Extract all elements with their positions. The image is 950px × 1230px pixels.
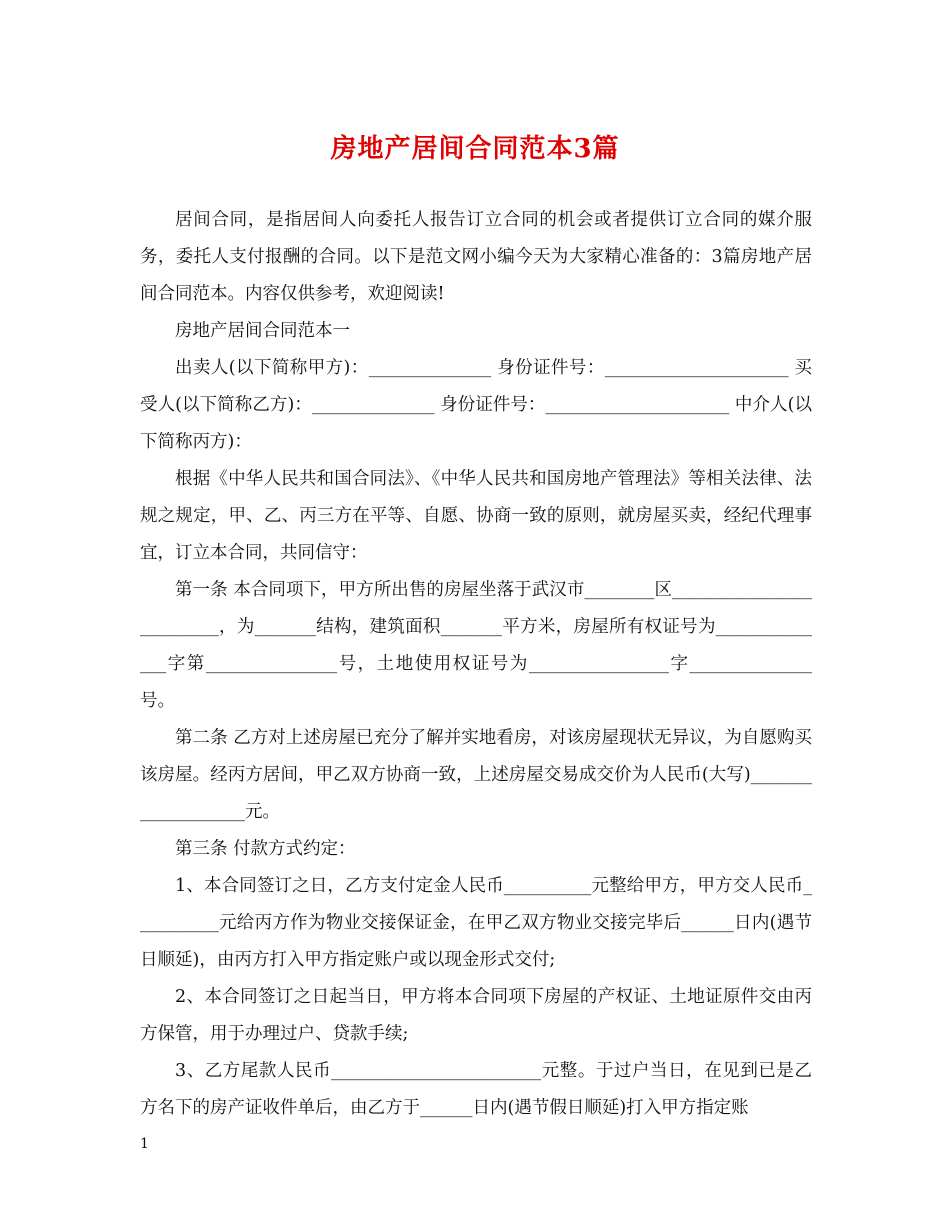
paragraph-heading-contract-one: 房地产居间合同范本一 — [175, 321, 350, 341]
paragraph-clause-1: 1、本合同签订之日，乙方支付定金人民币__________元整给甲方，甲方交人民币__________元给丙方作为物业交接保证金，在甲乙双方物业交接完毕后______日内(遇节日顺延)，由丙方打入甲方指定账户或以现金形式交付; — [140, 876, 812, 970]
paragraph-parties: 出卖人(以下简称甲方)：______________ 身份证件号：_____________________ 买受人(以下简称乙方)：______________ 身份证件号：_____________________ 中介人(以下简称丙方)： — [140, 358, 812, 452]
paragraph-clause-2: 2、本合同签订之日起当日，甲方将本合同项下房屋的产权证、土地证原件交由丙方保管，用于办理过户、贷款手续; — [140, 987, 812, 1044]
document-body — [140, 202, 812, 1127]
paragraph-legal-basis: 根据《中华人民共和国合同法》、《中华人民共和国房地产管理法》等相关法律、法规之规定，甲、乙、丙三方在平等、自愿、协商一致的原则，就房屋买卖，经纪代理事宜，订立本合同，共同信守： — [140, 469, 812, 563]
page-number: 1 — [140, 1136, 149, 1152]
paragraph-article-2: 第二条 乙方对上述房屋已充分了解并实地看房，对该房屋现状无异议，为自愿购买该房屋。经丙方居间，甲乙双方协商一致，上述房屋交易成交价为人民币(大写)___________________元。 — [140, 728, 812, 822]
paragraph-article-1: 第一条 本合同项下，甲方所出售的房屋坐落于武汉市________区_________________________，为_______结构，建筑面积_______平方米，房屋所有权证号为______________字第_______________号，土地使用权证号为________________字______________号。 — [140, 580, 812, 711]
paragraph-clause-3: 3、乙方尾款人民币________________________元整。于过户当日，在见到已是乙方名下的房产证收件单后，由乙方于______日内(遇节假日顺延)打入甲方指定账 — [140, 1061, 812, 1118]
document-title: 房地产居间合同范本3篇 — [330, 134, 620, 164]
paragraph-article-3: 第三条 付款方式约定： — [175, 839, 356, 859]
paragraph-intro: 居间合同，是指居间人向委托人报告订立合同的机会或者提供订立合同的媒介服务，委托人支付报酬的合同。以下是范文网小编今天为大家精心准备的：3篇房地产居间合同范本。内容仅供参考，欢迎阅读! — [140, 210, 812, 304]
